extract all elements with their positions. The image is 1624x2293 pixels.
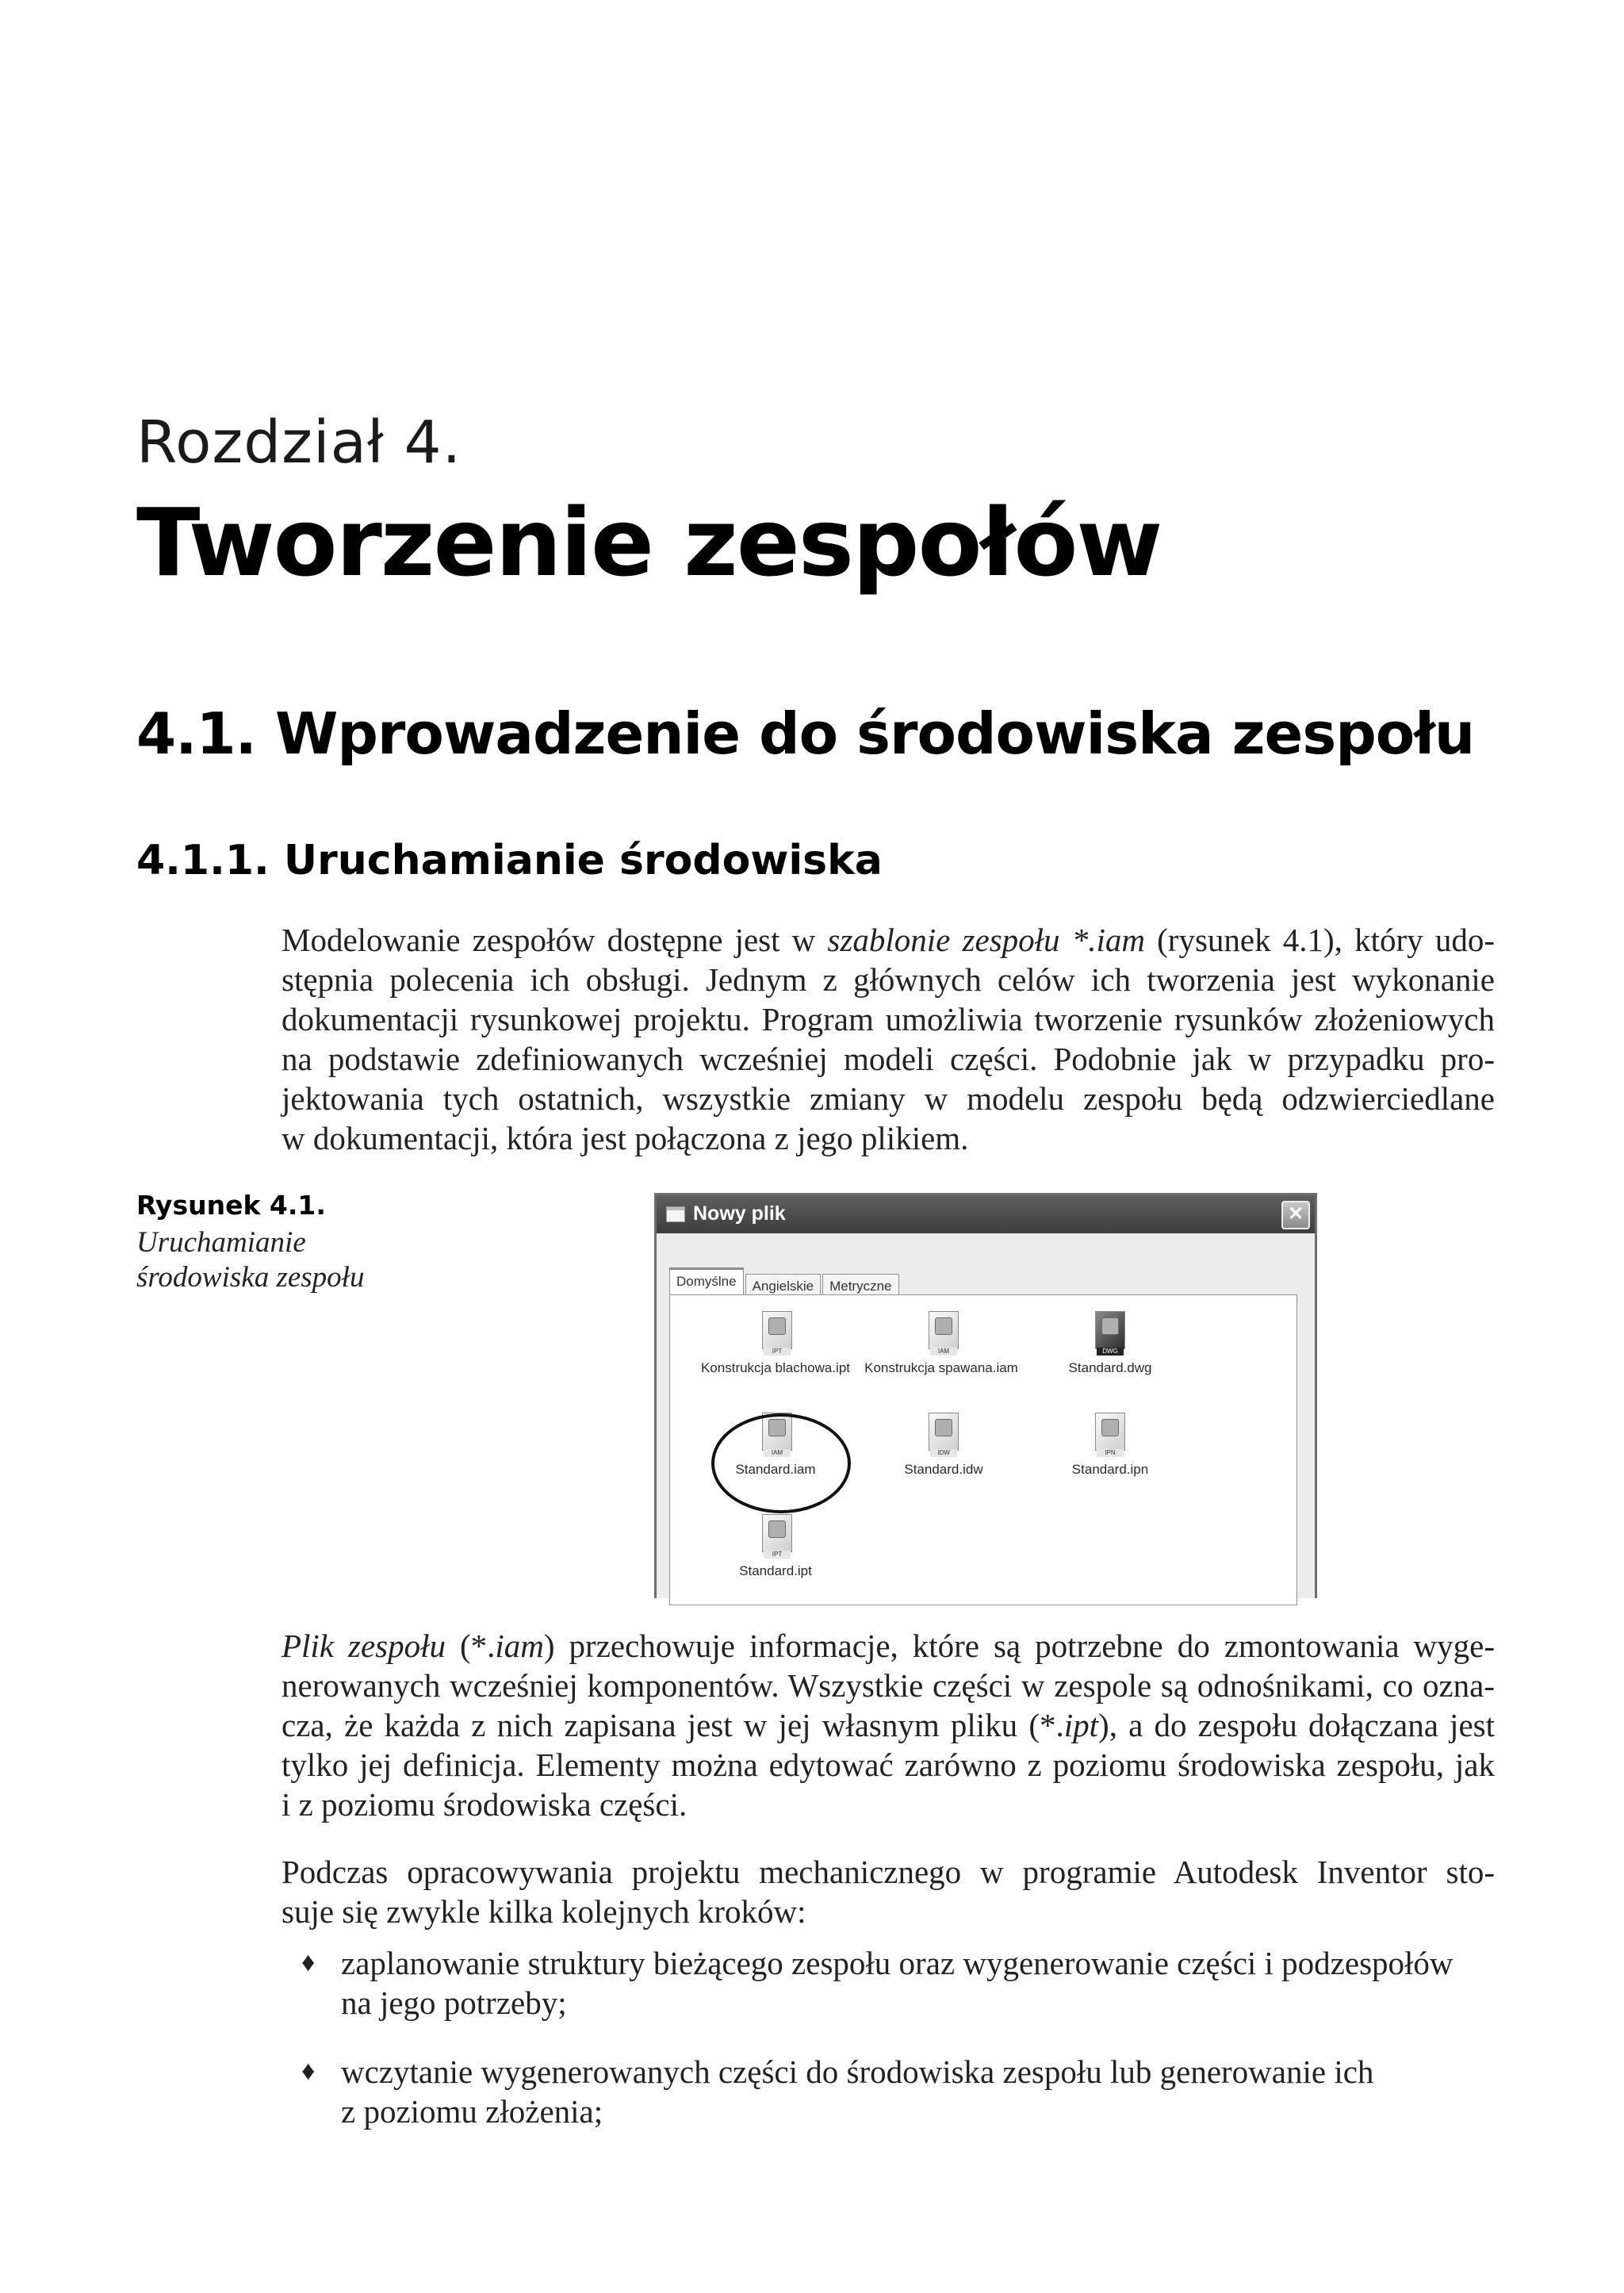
iam-file-icon[interactable]: IAM [924, 1311, 963, 1357]
file-item-label[interactable]: Standard.idw [904, 1462, 983, 1477]
ipt-file-icon[interactable]: IPT [757, 1311, 797, 1357]
file-item-label[interactable]: Konstrukcja spawana.iam [864, 1360, 1018, 1375]
figure-caption-line: Uruchamianie [136, 1226, 306, 1259]
paragraph-line: Podczas opracowywania projektu mechanicznego w programie Autodesk Inventor sto- [282, 1854, 1495, 1890]
file-item-label[interactable]: Standard.iam [735, 1462, 816, 1477]
tab-metryczne[interactable]: Metryczne [822, 1274, 898, 1297]
bullet-line: na jego potrzeby; [341, 1984, 567, 2021]
figure-caption-line: środowiska zespołu [136, 1261, 365, 1294]
bullet-list [301, 2052, 1491, 2131]
file-item-label[interactable]: Standard.ipn [1071, 1462, 1149, 1477]
subsection-title: 4.1.1. Uruchamianie środowiska [136, 837, 883, 884]
dwg-file-icon[interactable]: DWG [1090, 1311, 1130, 1357]
diamond-bullet-icon: ♦ [301, 2057, 316, 2086]
close-icon: ✕ [1287, 1203, 1304, 1225]
chapter-title: Tworzenie zespołów [136, 488, 1162, 597]
idw-file-icon[interactable]: IDW [924, 1413, 963, 1459]
tab-domyslne[interactable]: Domyślne [669, 1267, 744, 1297]
iam-file-icon[interactable]: IAM [757, 1413, 797, 1459]
paragraph-line: cza, że każda z nich zapisana jest w jej własnym pliku (*.ipt), a do zespołu dołączana jest [282, 1707, 1495, 1743]
diamond-bullet-icon: ♦ [301, 1948, 316, 1977]
bullet-line: zaplanowanie struktury bieżącego zespołu oraz wygenerowanie części i podzespołów [341, 1945, 1454, 1981]
file-item-label[interactable]: Standard.dwg [1068, 1360, 1152, 1375]
close-button[interactable] [1281, 1201, 1310, 1229]
bullet-list [301, 1943, 1491, 2023]
paragraph-line: dokumentacji rysunkowej projektu. Program umożliwia tworzenie rysunków złożeniowych [282, 1001, 1495, 1037]
paragraph-line: i z poziomu środowiska części. [282, 1786, 688, 1823]
paragraph-line: w dokumentacji, która jest połączona z jego plikiem. [282, 1120, 969, 1156]
paragraph-intro [282, 920, 1495, 1158]
bullet-item [301, 1943, 1491, 2023]
figure-number: Rysunek 4.1. [136, 1190, 326, 1221]
paragraph-line: jektowania tych ostatnich, wszystkie zmiany w modelu zespołu będą odzwierciedlane [282, 1080, 1495, 1117]
file-item-label[interactable]: Standard.ipt [739, 1563, 812, 1578]
ipt-file-icon[interactable]: IPT [757, 1514, 797, 1560]
paragraph-line: nerowanych wcześniej komponentów. Wszystkie części w zespole są odnośnikami, co ozna- [282, 1667, 1495, 1704]
window-icon [666, 1206, 685, 1222]
paragraph-line: Modelowanie zespołów dostępne jest w szablonie zespołu *.iam (rysunek 4.1), który udo- [282, 922, 1495, 958]
tab-strip [669, 1267, 901, 1293]
tab-angielskie[interactable]: Angielskie [745, 1274, 822, 1297]
bullet-line: wczytanie wygenerowanych części do środowiska zespołu lub generowanie ich [341, 2053, 1374, 2090]
bullet-line: z poziomu złożenia; [341, 2093, 603, 2130]
paragraph-line: tylko jej definicja. Elementy można edytować zarówno z poziomu środowiska zespołu, jak [282, 1747, 1495, 1783]
paragraph-line: stępnia polecenia ich obsługi. Jednym z głównych celów ich tworzenia jest wykonanie [282, 961, 1495, 998]
paragraph-steps-intro [282, 1852, 1495, 1931]
dialog-titlebar[interactable] [657, 1195, 1315, 1233]
highlight-ellipse [711, 1413, 851, 1513]
section-title: 4.1. Wprowadzenie do środowiska zespołu [136, 700, 1475, 767]
ipn-file-icon[interactable]: IPN [1090, 1413, 1130, 1459]
paragraph-line: Plik zespołu (*.iam) przechowuje informacje, które są potrzebne do zmontowania wyge- [282, 1628, 1496, 1664]
chapter-label: Rozdział 4. [136, 408, 462, 477]
paragraph-line: na podstawie zdefiniowanych wcześniej modeli części. Podobnie jak w przypadku pro- [282, 1041, 1495, 1077]
dialog-title: Nowy plik [693, 1202, 786, 1225]
figure-caption [136, 1190, 390, 1295]
new-file-dialog [654, 1193, 1317, 1598]
bullet-item [301, 2052, 1491, 2131]
file-item-label[interactable]: Konstrukcja blachowa.ipt [700, 1360, 851, 1375]
paragraph-line: suje się zwykle kilka kolejnych kroków: [282, 1893, 806, 1930]
paragraph-assembly-file [282, 1626, 1495, 1824]
